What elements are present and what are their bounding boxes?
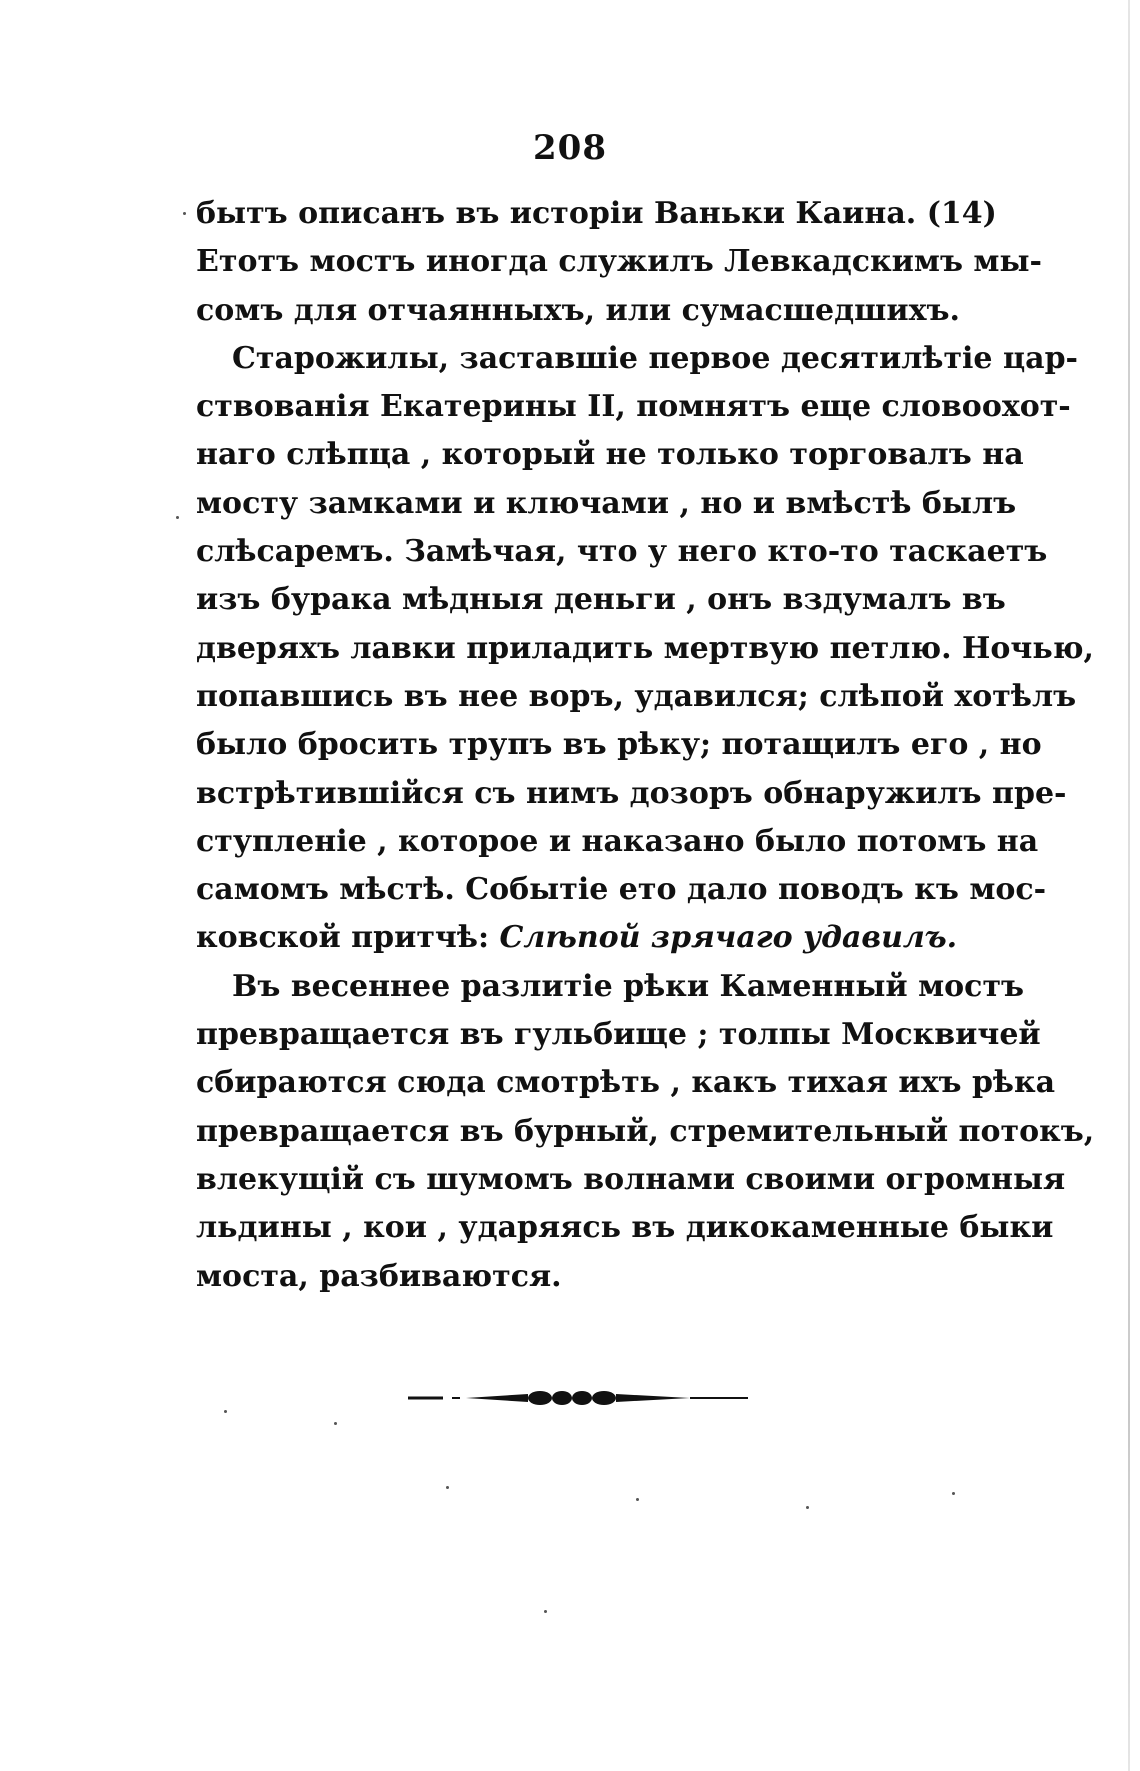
paragraph-3-line-5: влекущій съ шумомъ волнами своими огромныя: [196, 1161, 1066, 1197]
print-speck: [544, 1610, 547, 1613]
paragraph-1-line-3: сомъ для отчаянныхъ, или сумасшедшихъ.: [196, 292, 960, 328]
print-speck: [224, 1410, 227, 1413]
print-speck: [636, 1498, 639, 1501]
paragraph-2-line-4: мосту замками и ключами , но и вмѣстѣ былъ: [196, 485, 1017, 521]
print-speck: [334, 1422, 337, 1425]
paragraph-2-line-8: попавшись въ нее воръ, удавился; слѣпой хотѣлъ: [196, 678, 1077, 714]
print-speck: [952, 1492, 955, 1495]
ornament-rule-icon: [408, 1388, 748, 1408]
print-speck: [446, 1486, 449, 1489]
print-speck: [183, 212, 186, 215]
paragraph-2-line-2: ствованія Екатерины II, помнятъ еще словоохот-: [196, 389, 1071, 425]
print-speck: [806, 1506, 809, 1509]
print-speck: [176, 516, 179, 519]
paragraph-2-line-3: наго слѣпца , который не только торговалъ на: [196, 437, 1024, 473]
paragraph-2-line-10: встрѣтившійся съ нимъ дозоръ обнаружилъ пре-: [196, 775, 1067, 811]
paragraph-3-line-3: сбираются сюда смотрѣть , какъ тихая ихъ рѣка: [196, 1065, 1056, 1101]
body-text: [196, 190, 1095, 1301]
paragraph-1-line-1: бытъ описанъ въ исторіи Ваньки Каина. (14): [196, 196, 997, 231]
page-number: 208: [533, 128, 607, 168]
paragraph-2-line-13: [196, 914, 976, 962]
paragraph-2-proverb: Слѣпой зрячаго удавилъ.: [499, 920, 958, 956]
paragraph-2-line-1: Старожилы, заставшіе первое десятилѣтіе цар-: [232, 340, 1078, 376]
paragraph-2-line-5: слѣсаремъ. Замѣчая, что у него кто-то таскаетъ: [196, 534, 1048, 570]
paragraph-1-line-2: Етотъ мостъ иногда служилъ Левкадскимъ мы-: [196, 244, 1042, 280]
paragraph-2-line-9: было бросить трупъ въ рѣку; потащилъ его , но: [196, 727, 1042, 763]
paragraph-3-line-1: Въ весеннее разлитіе рѣки Каменный мостъ: [232, 968, 1025, 1004]
paragraph-2-line-12: самомъ мѣстѣ. Событіе ето дало поводъ къ мос-: [196, 872, 1047, 908]
paragraph-2-line-6: изъ бурака мѣдныя деньги , онъ вздумалъ въ: [196, 582, 1006, 618]
paragraph-2-line-11: ступленіе , которое и наказано было потомъ на: [196, 823, 1039, 859]
paragraph-3-line-7: моста, разбиваются.: [196, 1258, 562, 1294]
page-edge-shadow: [1128, 0, 1130, 1771]
paragraph-2-closing-prefix: ковской притчѣ:: [196, 920, 500, 956]
paragraph-3-line-4: превращается въ бурный, стремительный потокъ,: [196, 1113, 1095, 1149]
section-end-ornament: [408, 1388, 748, 1408]
paragraph-2-line-7: дверяхъ лавки приладить мертвую петлю. Ночью,: [196, 630, 1094, 666]
paragraph-3-line-6: льдины , кои , ударяясь въ дикокаменные быки: [196, 1210, 1054, 1246]
paragraph-3-line-2: превращается въ гульбище ; толпы Москвичей: [196, 1017, 1041, 1053]
